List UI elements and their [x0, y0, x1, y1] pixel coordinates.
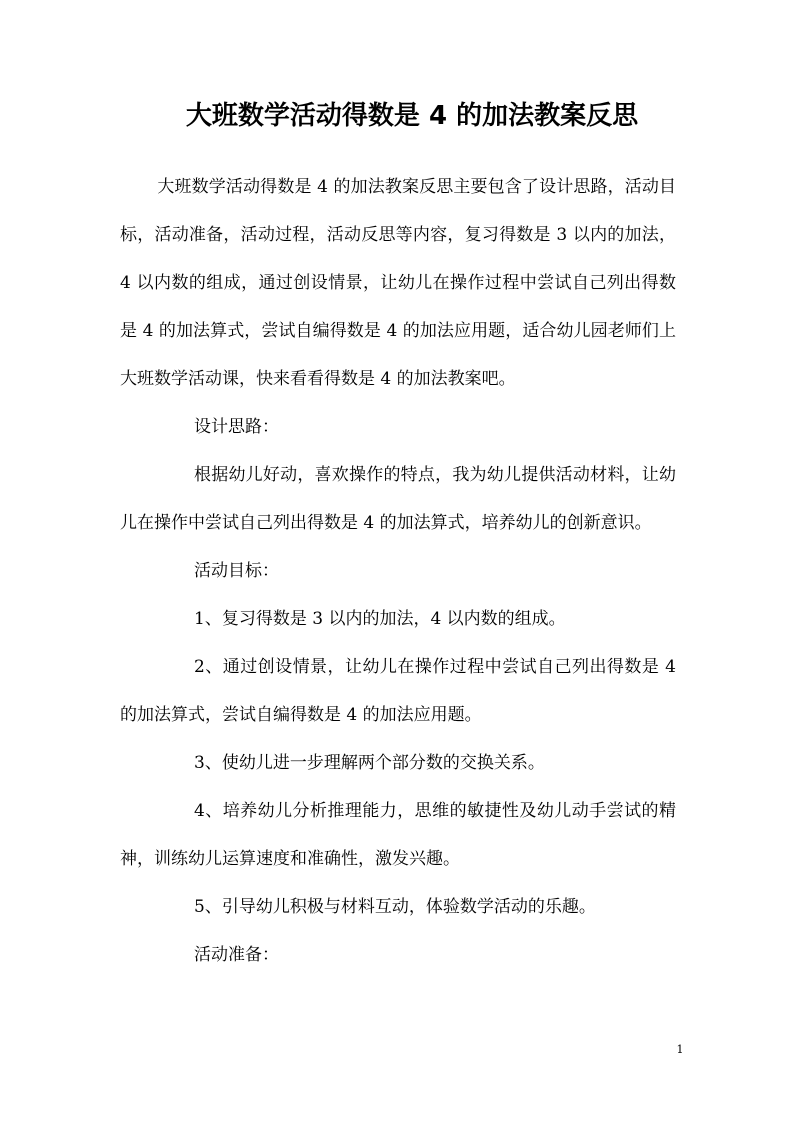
- goal-item-1: 1、复习得数是 3 以内的加法，4 以内数的组成。: [194, 609, 566, 629]
- document-title: 大班数学活动得数是 4 的加法教案反思: [185, 101, 639, 131]
- goal-item-3: 3、使幼儿进一步理解两个部分数的交换关系。: [194, 753, 545, 773]
- section-heading-goals: 活动目标：: [194, 561, 279, 581]
- goal-item-5: 5、引导幼儿积极与材料互动，体验数学活动的乐趣。: [194, 897, 596, 917]
- section-heading-preparation: 活动准备：: [194, 945, 279, 965]
- page-number: 1: [676, 1043, 684, 1056]
- goal-item-2: 2、通过创设情景，让幼儿在操作过程中尝试自己列出得数是 4 的加法算式，尝试自编得数是 4 的加法应用题。: [120, 657, 676, 725]
- document-body: [120, 163, 676, 979]
- goal-item-4: 4、培养幼儿分析推理能力，思维的敏捷性及幼儿动手尝试的精神，训练幼儿运算速度和准确性，激发兴趣。: [120, 801, 676, 869]
- section-heading-design: 设计思路：: [194, 417, 279, 437]
- design-paragraph: 根据幼儿好动，喜欢操作的特点，我为幼儿提供活动材料，让幼儿在操作中尝试自己列出得数是 4 的加法算式，培养幼儿的创新意识。: [120, 465, 676, 533]
- intro-paragraph: 大班数学活动得数是 4 的加法教案反思主要包含了设计思路，活动目标，活动准备，活动过程，活动反思等内容，复习得数是 3 以内的加法，4 以内数的组成，通过创设情景，让幼儿在操作过程中尝试自己列出得数是 4 的加法算式，尝试自编得数是 4 的加法应用题，适合幼儿园老师们上大班数学活动课，快来看看得数是 4 的加法教案吧。: [120, 177, 676, 389]
